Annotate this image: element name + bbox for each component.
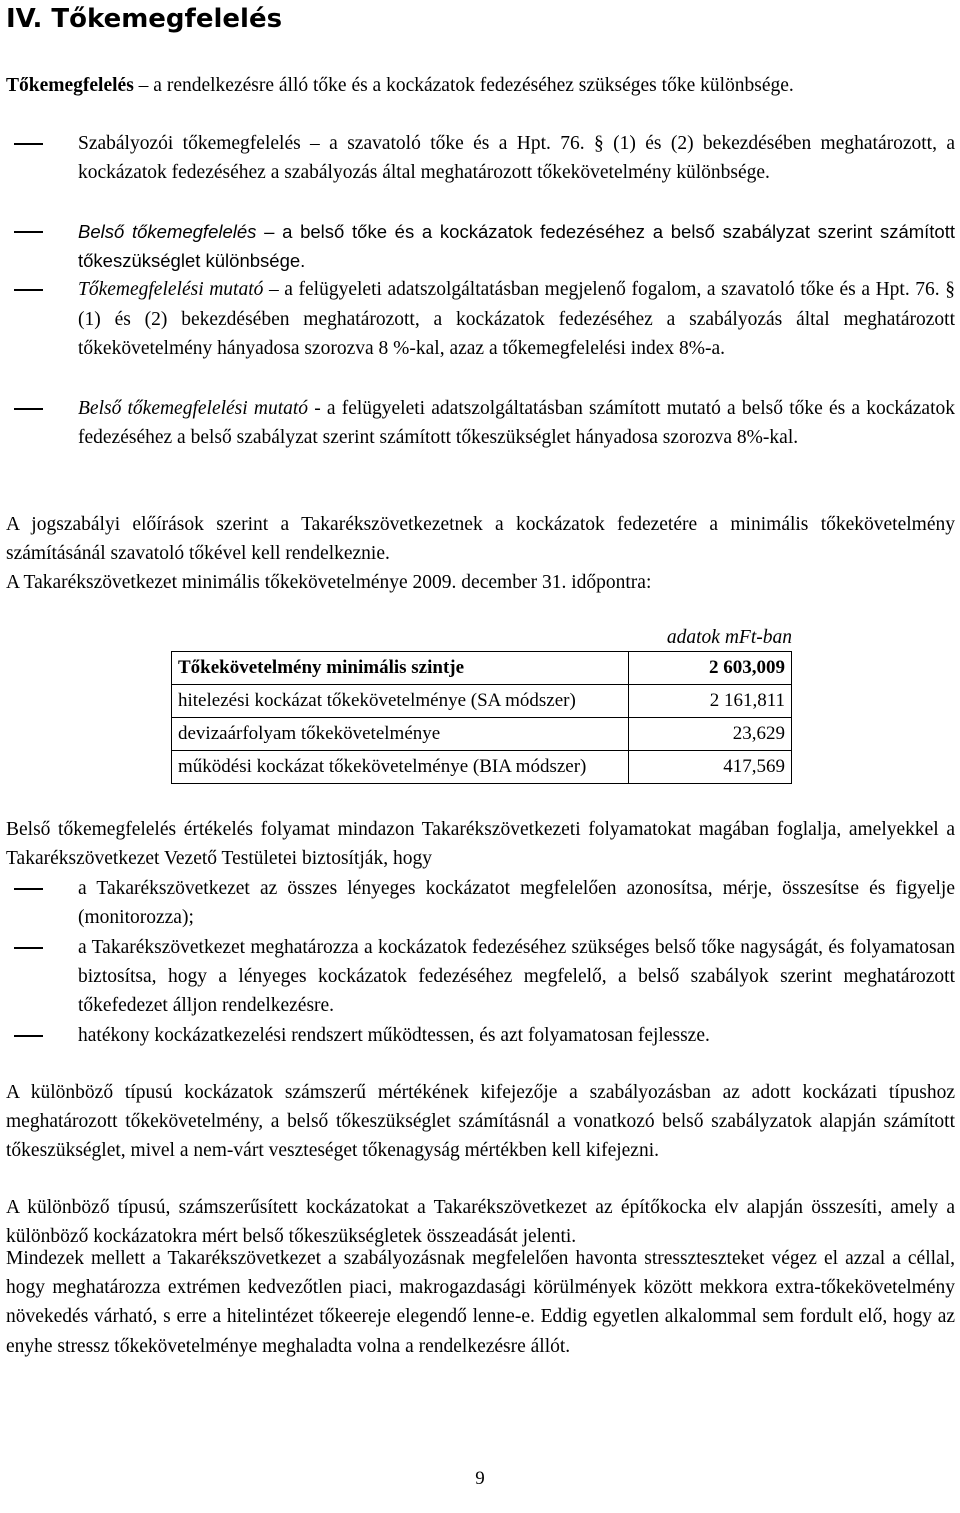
closing-paragraph: A különböző típusú, számszerűsített kockázatokat a Takarékszövetkezet az építőkocka elv alapján összesíti, amely a különböző kockázatokra mért belső tőkeszükségletek összeadását jelenti. (6, 1197, 955, 1248)
definition-term: Tőkemegfelelési mutató (78, 279, 264, 300)
row-label: devizaárfolyam tőkekövetelménye (172, 718, 629, 751)
definition-item (6, 217, 955, 275)
legal-paragraph: A jogszabályi előírások szerint a Takarékszövetkezetnek a kockázatok fedezetére a minimális tőkekövetelmény számításánál szavatoló tőkével kell rendelkeznie. (6, 514, 955, 565)
dash-bullet-icon (14, 143, 43, 145)
list-item (6, 933, 955, 1021)
dash-bullet-icon (14, 947, 43, 949)
list-item-text: a Takarékszövetkezet meghatározza a kockázatok fedezéséhez szükséges belső tőke nagyságát, és folyamatosan biztosítsa, hogy a lényeges kockázatok fedezéséhez megfelelő, a belső szabályok szerint meghatározott tőkefedezet álljon rendelkezésre. (78, 937, 955, 1017)
table-row (172, 718, 792, 751)
list-item (6, 874, 955, 932)
table-unit-note: adatok mFt-ban (666, 627, 792, 648)
table-row (172, 685, 792, 718)
minimum-requirement-intro: A Takarékszövetkezet minimális tőkekövetelménye 2009. december 31. időpontra: (6, 572, 652, 593)
row-value: 417,569 (629, 751, 792, 784)
row-value: 2 603,009 (629, 652, 792, 685)
definition-text: Szabályozói tőkemegfelelés – a szavatoló tőke és a Hpt. 76. § (1) és (2) bekezdésében meghatározott, a kockázatok fedezéséhez a szabályozás által meghatározott tőkekövetelmény különbsége. (78, 133, 955, 184)
table-row (172, 751, 792, 784)
dash-bullet-icon (14, 289, 43, 291)
row-label: Tőkekövetelmény minimális szintje (172, 652, 629, 685)
evaluation-intro: Belső tőkemegfelelés értékelés folyamat mindazon Takarékszövetkezeti folyamatokat magában foglalja, amelyekkel a Takarékszövetkezet Vezető Testületei biztosítják, hogy (6, 819, 955, 870)
list-item-text: a Takarékszövetkezet az összes lényeges kockázatot megfelelően azonosítsa, mérje, összesítse és figyelje (monitorozza); (78, 878, 955, 929)
definition-item (6, 394, 955, 452)
definition-term: Belső tőkemegfelelés (78, 221, 257, 242)
row-value: 23,629 (629, 718, 792, 751)
row-label: működési kockázat tőkekövetelménye (BIA módszer) (172, 751, 629, 784)
page-number: 9 (475, 1468, 485, 1489)
definition-item (6, 129, 955, 187)
dash-bullet-icon (14, 408, 43, 410)
section-heading: IV. Tőkemegfelelés (6, 4, 283, 34)
intro-text: – a rendelkezésre álló tőke és a kockázatok fedezéséhez szükséges tőke különbsége. (133, 75, 794, 96)
intro-definition (6, 71, 955, 100)
row-value: 2 161,811 (629, 685, 792, 718)
dash-bullet-icon (14, 888, 43, 890)
definition-text: - a felügyeleti adatszolgáltatásban számított mutató a belső tőke és a kockázatok fedezéséhez a belső szabályzat szerint számított tőkeszükséglet hányadosa szorozva 8%-kal. (78, 398, 955, 449)
definition-text: – a belső tőke és a kockázatok fedezéséhez a belső szabályzat szerint számított tőkeszükséglet különbsége. (78, 221, 955, 272)
definition-item (6, 275, 955, 364)
intro-term: Tőkemegfelelés (6, 75, 134, 96)
capital-requirement-table (171, 651, 792, 784)
dash-bullet-icon (14, 1035, 43, 1037)
dash-bullet-icon (14, 231, 43, 233)
closing-paragraph: A különböző típusú kockázatok számszerű mértékének kifejezője a szabályozásban az adott kockázati típushoz meghatározott tőkekövetelmény, a belső tőkeszükséglet számításnál a vonatkozó belső szabályzatok alapján számított tőkeszükséglet, mivel a nem-várt veszteséget tőkenagyság mértékben kell kifejezni. (6, 1082, 955, 1162)
list-item (6, 1021, 955, 1050)
definition-term: Belső tőkemegfelelési mutató (78, 398, 309, 419)
list-item-text: hatékony kockázatkezelési rendszert működtessen, és azt folyamatosan fejlessze. (78, 1025, 710, 1046)
row-label: hitelezési kockázat tőkekövetelménye (SA módszer) (172, 685, 629, 718)
closing-paragraph: Mindezek mellett a Takarékszövetkezet a szabályozásnak megfelelően havonta stresszteszteket végez el azzal a céllal, hogy meghatározza extrémen kedvezőtlen piaci, makrogazdasági körülmények között mekkora extra-tőkekövetelmény növekedés várható, s erre a hitelintézet tőkeereje elegendő lenne-e. Eddig egyetlen alkalommal sem fordult elő, hogy az enyhe stressz tőkekövetelménye meghaladta volna a rendelkezésre állót. (6, 1248, 955, 1357)
table-row (172, 652, 792, 685)
definition-text: – a felügyeleti adatszolgáltatásban megjelenő fogalom, a szavatoló tőke és a Hpt. 76. § (1) és (2) bekezdésében meghatározott, a kockázatok fedezéséhez a szabályozás által meghatározott tőkekövetelmény hányadosa szorozva 8 %-kal, azaz a tőkemegfelelési index 8%-a. (78, 279, 955, 359)
